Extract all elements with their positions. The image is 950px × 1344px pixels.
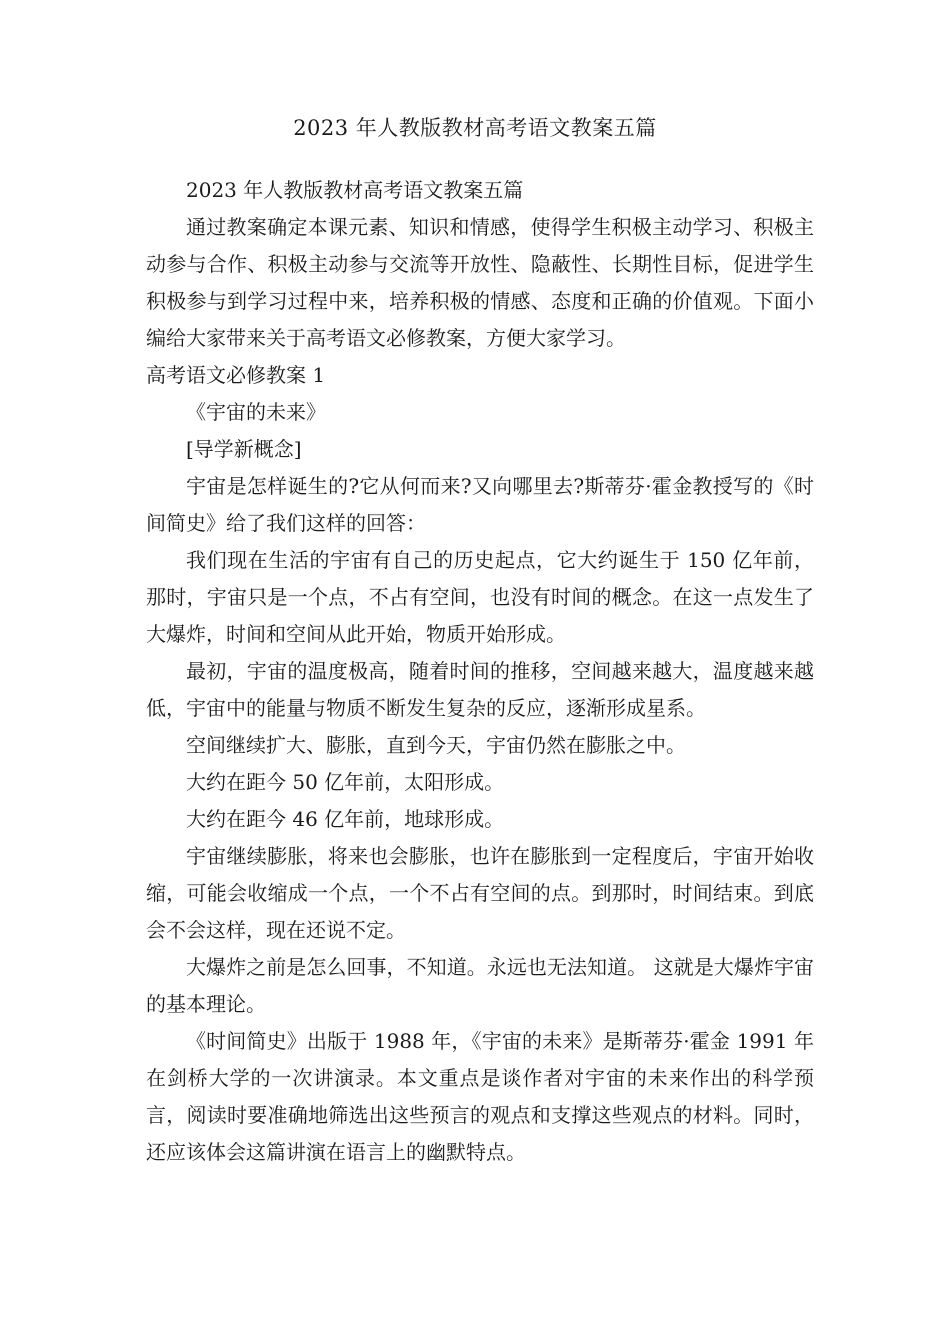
document-title: 2023 年人教版教材高考语文教案五篇 — [293, 116, 657, 140]
paragraph: 我们现在生活的宇宙有自己的历史起点，它大约诞生于 150 亿年前，那时，宇宙只是一个点，不占有空间，也没有时间的概念。在这一点发生了大爆炸，时间和空间从此开始，物质开始形成。 — [146, 548, 814, 646]
document-body — [146, 172, 814, 1171]
paragraph: 《时间简史》出版于 1988 年，《宇宙的未来》是斯蒂芬·霍金 1991 年在剑桥大学的一次讲演录。本文重点是谈作者对宇宙的未来作出的科学预言，阅读时要准确地筛选出这些预言的观点和支撑这些观点的材料。同时，还应该体会这篇讲演在语言上的幽默特点。 — [146, 1029, 814, 1164]
paragraph: 大爆炸之前是怎么回事，不知道。永远也无法知道。 这就是大爆炸宇宙的基本理论。 — [146, 955, 814, 1016]
section-heading: 高考语文必修教案 1 — [146, 363, 326, 387]
paragraph: 空间继续扩大、膨胀，直到今天，宇宙仍然在膨胀之中。 — [186, 733, 686, 757]
paragraph: 大约在距今 50 亿年前，太阳形成。 — [186, 770, 505, 794]
paragraph-lesson-title: 《宇宙的未来》 — [186, 400, 326, 424]
paragraph-guide-label: [导学新概念] — [186, 437, 302, 461]
paragraph: 宇宙是怎样诞生的?它从何而来?又向哪里去?斯蒂芬·霍金教授写的《时间简史》给了我们这样的回答： — [146, 474, 814, 535]
paragraph-subtitle: 2023 年人教版教材高考语文教案五篇 — [186, 178, 524, 202]
paragraph: 大约在距今 46 亿年前，地球形成。 — [186, 807, 505, 831]
paragraph-intro: 通过教案确定本课元素、知识和情感，使得学生积极主动学习、积极主动参与合作、积极主动参与交流等开放性、隐蔽性、长期性目标，促进学生积极参与到学习过程中来，培养积极的情感、态度和正确的价值观。下面小编给大家带来关于高考语文必修教案，方便大家学习。 — [146, 215, 814, 350]
paragraph: 宇宙继续膨胀，将来也会膨胀，也许在膨胀到一定程度后，宇宙开始收缩，可能会收缩成一个点，一个不占有空间的点。到那时，时间结束。到底会不会这样，现在还说不定。 — [146, 844, 814, 942]
paragraph: 最初，宇宙的温度极高，随着时间的推移，空间越来越大，温度越来越低，宇宙中的能量与物质不断发生复杂的反应，逐渐形成星系。 — [146, 659, 814, 720]
